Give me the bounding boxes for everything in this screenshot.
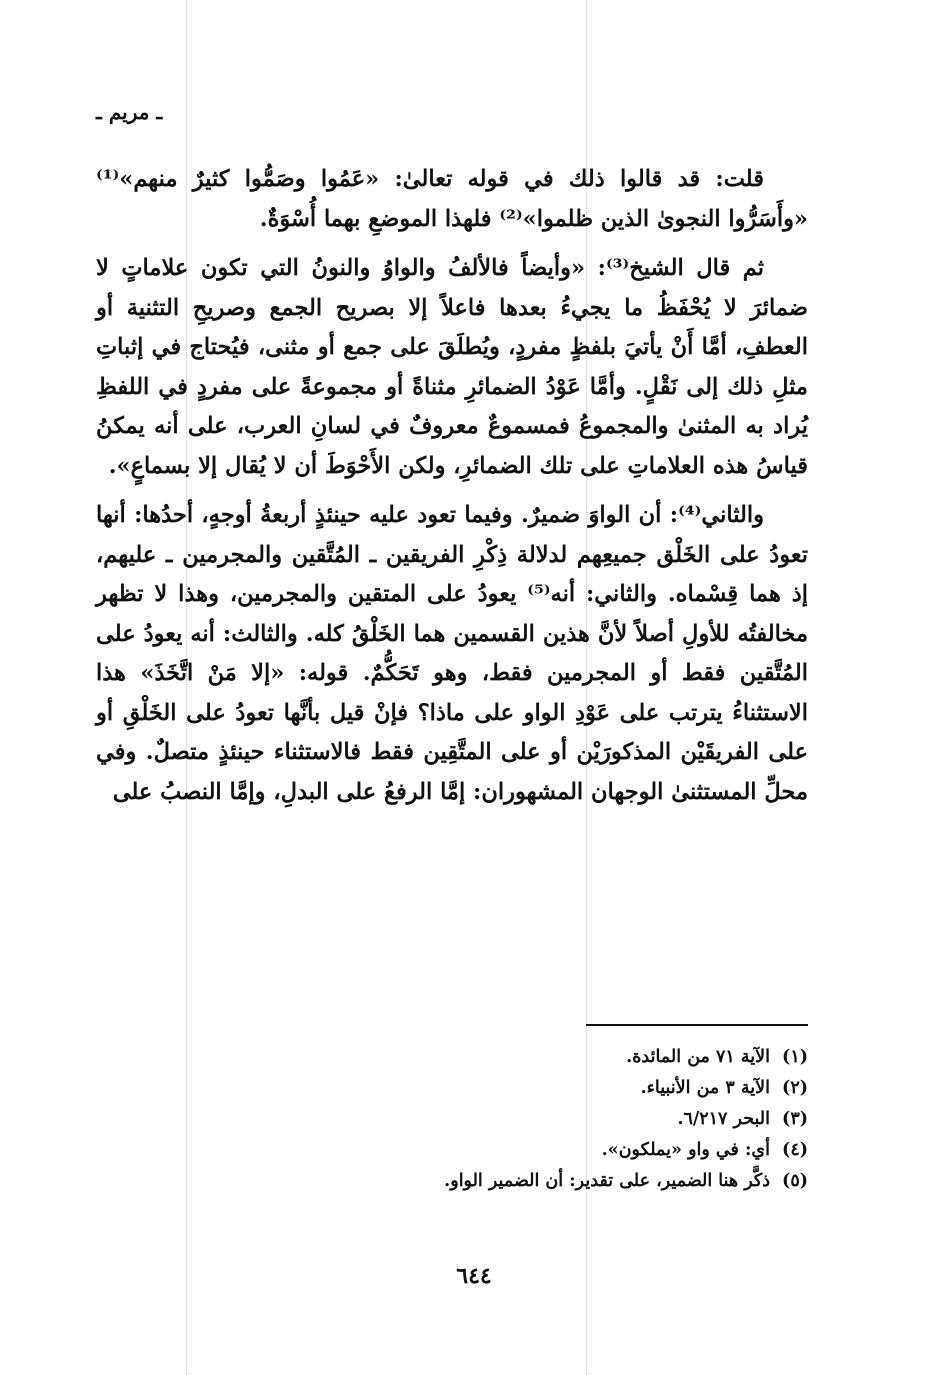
footnote-item (360, 1135, 808, 1166)
footnote-number: (٢) (782, 1078, 808, 1098)
footnote-text: ذكَّر هنا الضمير، على تقدير: أن الضمير الواو. (444, 1171, 770, 1191)
running-header: ـ مريم ـ (96, 100, 163, 124)
footnote-text: الآية ٣ من الأنبياء. (640, 1078, 770, 1098)
footnote-item (360, 1104, 808, 1135)
page-number: ٦٤٤ (456, 1263, 492, 1289)
footnote-text: أي: في واو «يملكون». (601, 1140, 770, 1160)
footnote-text: الآية ٧١ من المائدة. (626, 1047, 770, 1067)
footnote-item (360, 1042, 808, 1073)
main-text (96, 160, 808, 812)
footnote-item (360, 1166, 808, 1197)
footnote-number: (٣) (782, 1109, 808, 1129)
paragraph-2: ثم قال الشيخ⁽³⁾: «وأيضاً فالألفُ والواوُ والنونُ التي تكون علاماتٍ لا ضمائرَ لا يُحْفَظُ ما يجيءُ بعدها فاعلاً إلا بصريح الجمع وصريحِ التثنية أو العطفِ، أمَّا أَنْ يأتيَ بلفظٍ مفردٍ، ويُطلَقَ على جمع أو مثنى، فيُحتاج في إثباتِ مثلِ ذلك إلى نَقْلٍ. وأمَّا عَوْدُ الضمائرِ مثناةً أو مجموعةً على مفردٍ في اللفظِ يُراد به المثنىٰ والمجموعُ فمسموعٌ معروفٌ في لسانِ العرب، على أنه يمكنُ قياسُ هذه العلاماتِ على تلك الضمائرِ، ولكن الأَحْوَطَ أن لا يُقال إلا بسماعٍ». (96, 255, 808, 479)
footnote-number: (٤) (782, 1140, 808, 1160)
paragraph-1: قلت: قد قالوا ذلك في قوله تعالىٰ: «عَمُوا وصَمُّوا كثيرٌ منهم»⁽¹⁾ «وأَسَرُّوا النجوىٰ الذين ظلموا»⁽²⁾ فلهذا الموضعِ بهما أُسْوَةٌ. (96, 166, 808, 232)
footnote-number: (٥) (782, 1171, 808, 1191)
footnote-item (360, 1073, 808, 1104)
footnote-text: البحر ٦/٢١٧. (677, 1109, 770, 1129)
paragraph-3: والثاني⁽⁴⁾: أن الواوَ ضميرٌ. وفيما تعود عليه حينئذٍ أربعةُ أوجهٍ، أحدُها: أنها تعودُ على الخَلْق جميعِهم لدلالة ذِكْرِ الفريقين ـ المُتَّقين والمجرمين ـ عليهم، إذ هما قِسْماه. والثاني: أنه⁽⁵⁾ يعودُ على المتقين والمجرمين، وهذا لا تظهر مخالفتُه للأولِ أصلاً لأنَّ هذين القسمين هما الخَلْقُ كله. والثالث: أنه يعودُ على المُتَّقين فقط أو المجرمين فقط، وهو تَحَكُّمٌ. قوله: «إلا مَنْ اتَّخَذَ» هذا الاستثناءُ يترتب على عَوْدِ الواو على ماذا؟ فإنْ قيل بأنَّها تعودُ على الخَلْقِ أو على الفريقَيْن المذكورَيْن أو على المتَّقِين فقط فالاستثناء حينئذٍ متصلٌ. وفي محلِّ المستثنىٰ الوجهان المشهوران: إمَّا الرفعُ على البدلِ، وإمَّا النصبُ على (96, 502, 808, 805)
footnote-separator (586, 1024, 808, 1026)
footnote-number: (١) (782, 1047, 808, 1067)
footnotes (360, 1042, 808, 1197)
